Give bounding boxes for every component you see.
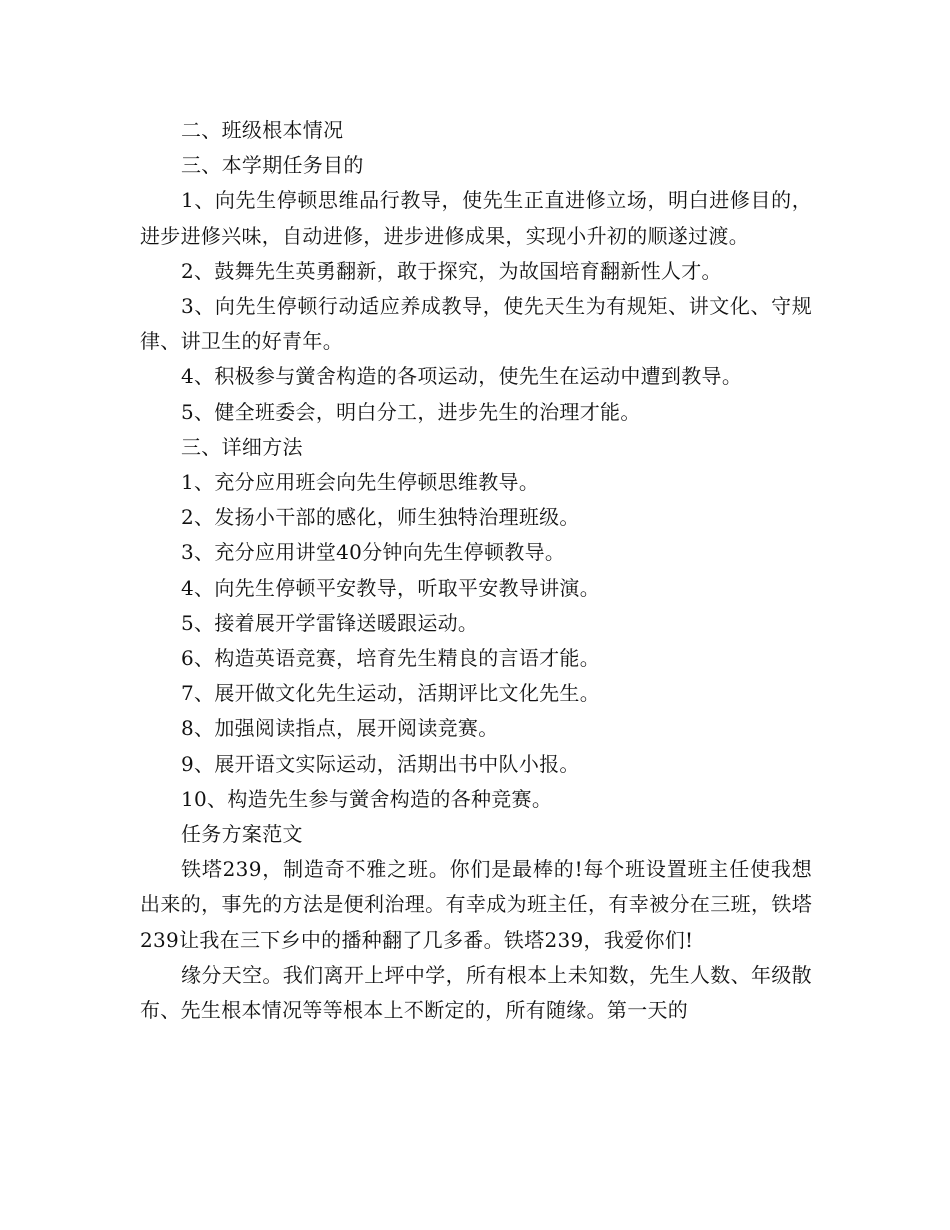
method-item-4: 4、向先生停顿平安教导，听取平安教导讲演。 [181, 575, 601, 600]
body-paragraph-tieta: 铁塔239，制造奇不雅之班。你们是最棒的!每个班设置班主任使我想出来的，事先的方法是便利治理。有幸成为班主任，有幸被分在三班，铁塔239让我在三下乡中的播种翻了几多番。铁塔239，我爱你们! [140, 857, 812, 952]
method-item-7: 7、展开做文化先生运动，活期评比文化先生。 [181, 681, 601, 706]
section-heading-class-situation: 二、班级根本情况 [181, 118, 344, 142]
document-body [140, 113, 812, 1028]
goal-item-5: 5、健全班委会，明白分工，进步先生的治理才能。 [181, 399, 641, 424]
goal-item-1: 1、向先生停顿思维品行教导，使先生正直进修立场，明白进修目的，进步进修兴味，自动进修，进步进修成果，实现小升初的顺遂过渡。 [140, 188, 812, 248]
method-item-10: 10、构造先生参与黉舍构造的各种竞赛。 [181, 786, 553, 811]
method-item-8: 8、加强阅读指点，展开阅读竞赛。 [181, 716, 499, 741]
goal-item-4: 4、积极参与黉舍构造的各项运动，使先生在运动中遭到教导。 [181, 364, 743, 389]
body-paragraph-fate: 缘分天空。我们离开上坪中学，所有根本上未知数，先生人数、年级散布、先生根本情况等等根本上不断定的，所有随缘。第一天的 [140, 962, 812, 1023]
method-item-2: 2、发扬小干部的感化，师生独特治理班级。 [181, 505, 580, 530]
goal-item-3: 3、向先生停顿行动适应养成教导，使先天生为有规矩、讲文化、守规律、讲卫生的好青年。 [140, 294, 812, 354]
section-heading-semester-goals: 三、本学期任务目的 [181, 153, 364, 178]
goal-item-2: 2、鼓舞先生英勇翻新，敢于探究，为故国培育翻新性人才。 [181, 258, 722, 283]
section-heading-methods: 三、详细方法 [181, 434, 303, 459]
method-item-1: 1、充分应用班会向先生停顿思维教导。 [181, 470, 540, 495]
method-item-5: 5、接着展开学雷锋送暖跟运动。 [181, 610, 479, 635]
method-item-9: 9、展开语文实际运动，活期出书中队小报。 [181, 751, 580, 776]
method-item-3: 3、充分应用讲堂40分钟向先生停顿教导。 [181, 540, 566, 565]
method-item-6: 6、构造英语竞赛，培育先生精良的言语才能。 [181, 646, 601, 671]
section-heading-plan-sample: 任务方案范文 [181, 822, 303, 847]
